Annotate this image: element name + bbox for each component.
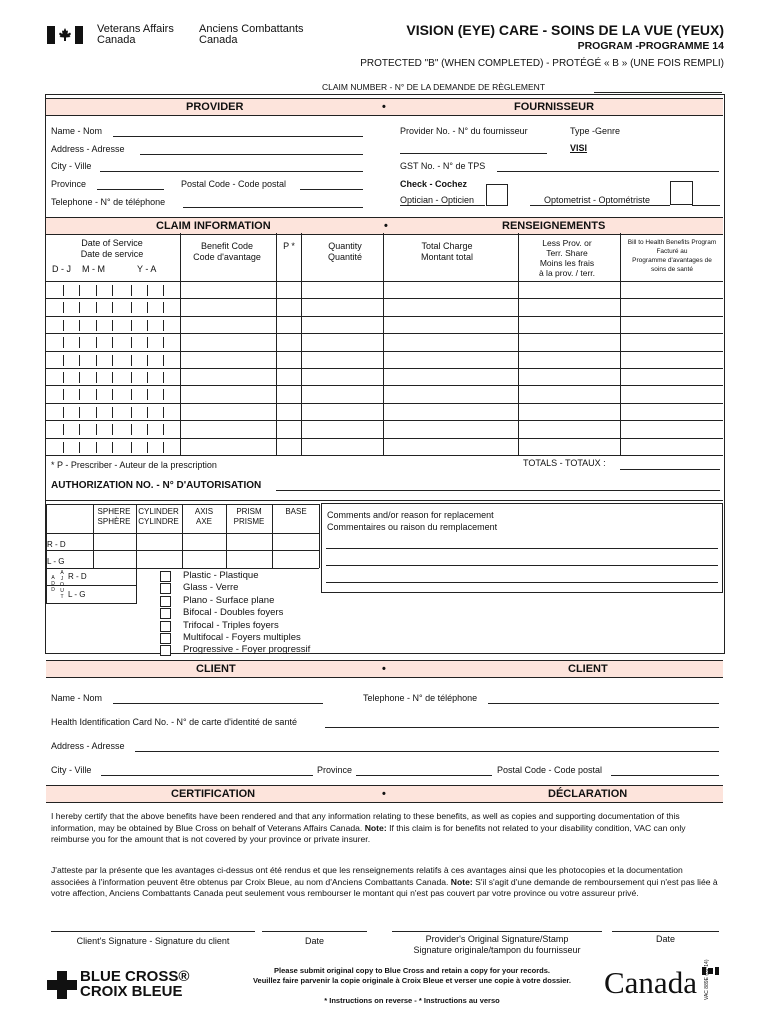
claim-section-header: [46, 217, 723, 235]
authorization-label: AUTHORIZATION NO. - N° D'AUTORISATION: [51, 480, 262, 491]
date-digit-tick: [163, 302, 164, 313]
year-header: Y - A: [137, 264, 157, 274]
provider-city-label: City - Ville: [51, 161, 92, 171]
date-digit-tick: [131, 389, 132, 400]
certification-text-en: [51, 811, 721, 846]
date-digit-tick: [96, 320, 97, 331]
grid-line: [226, 504, 227, 568]
date-digit-tick: [63, 389, 64, 400]
date-digit-tick: [96, 407, 97, 418]
certification-text-fr: [51, 865, 721, 900]
date-digit-tick: [163, 355, 164, 366]
provider-signature-field[interactable]: [392, 931, 602, 932]
client-postal-field[interactable]: [611, 775, 719, 776]
date-digit-tick: [112, 389, 113, 400]
date-digit-tick: [79, 355, 80, 366]
client-date-label: Date: [304, 936, 324, 946]
provider-telephone-field[interactable]: [183, 207, 363, 208]
client-signature-label: Client's Signature - Signature du client: [76, 936, 230, 946]
comments-label: Comments and/or reason for replacement Commentaires ou raison du remplacement: [327, 510, 498, 532]
date-digit-tick: [96, 389, 97, 400]
lens-type-label: Progressive - Foyer progressif: [183, 644, 311, 656]
provider-signature-label: Provider's Original Signature/Stamp Signature originale/tampon du fournisseur: [413, 934, 581, 955]
date-digit-tick: [79, 442, 80, 453]
date-digit-tick: [79, 407, 80, 418]
date-digit-tick: [147, 285, 148, 296]
date-digit-tick: [131, 285, 132, 296]
date-digit-tick: [131, 442, 132, 453]
date-digit-tick: [79, 337, 80, 348]
optician-checkbox[interactable]: [486, 184, 508, 206]
date-digit-tick: [147, 355, 148, 366]
date-digit-tick: [112, 320, 113, 331]
rx-right-label: R - D: [47, 540, 66, 549]
client-postal-label: Postal Code - Code postal: [497, 765, 603, 775]
grid-line: [182, 504, 183, 568]
provider-name-label: Name - Nom: [51, 126, 103, 136]
optometrist-checkbox[interactable]: [670, 181, 693, 205]
date-of-service-header: Date of Service Date de service: [80, 238, 144, 259]
date-digit-tick: [63, 407, 64, 418]
lens-type-label: Plastic - Plastique: [183, 570, 259, 581]
totals-field[interactable]: [620, 469, 720, 470]
lens-type-checkbox[interactable]: [160, 633, 171, 644]
lens-type-checkbox[interactable]: [160, 596, 171, 607]
grid-line: [319, 504, 320, 568]
client-name-field[interactable]: [113, 703, 323, 704]
type-label: Type -Genre: [570, 126, 621, 136]
date-digit-tick: [63, 424, 64, 435]
client-city-field[interactable]: [101, 775, 313, 776]
client-band-fr: CLIENT: [568, 663, 608, 675]
month-header: M - M: [82, 264, 105, 274]
sphere-header: SPHERE SPHÈRE: [97, 507, 131, 526]
date-digit-tick: [131, 337, 132, 348]
provider-address-field[interactable]: [140, 154, 363, 155]
date-digit-tick: [112, 372, 113, 383]
date-digit-tick: [131, 302, 132, 313]
client-name-label: Name - Nom: [51, 693, 103, 703]
blue-cross-wordmark: BLUE CROSS®: [80, 968, 190, 985]
date-digit-tick: [79, 424, 80, 435]
claim-number-label: CLAIM NUMBER - N° DE LA DEMANDE DE RÈGLEMENT: [322, 82, 546, 92]
claim-number-field[interactable]: [594, 92, 722, 93]
canada-flag-logo: [47, 26, 83, 44]
provider-address-label: Address - Adresse: [51, 144, 125, 154]
date-digit-tick: [131, 372, 132, 383]
department-name-fr: Anciens Combattants Canada: [199, 23, 304, 46]
provider-telephone-label: Telephone - N° de téléphone: [51, 197, 166, 207]
bill-to-header: Bill to Health Benefits Program Facturé au Programme d'avantages de soins de santé: [627, 239, 717, 273]
prescriber-header: P *: [283, 241, 295, 251]
add-label: A D D: [51, 575, 55, 593]
client-date-field[interactable]: [262, 931, 367, 932]
date-digit-tick: [79, 302, 80, 313]
claim-band-fr: RENSEIGNEMENTS: [502, 220, 606, 232]
rx-section-divider: [46, 500, 723, 501]
health-card-label: Health Identification Card No. - N° de carte d'identité de santé: [51, 717, 297, 727]
date-digit-tick: [63, 372, 64, 383]
date-digit-tick: [163, 442, 164, 453]
department-name-en: Veterans Affairs Canada: [97, 23, 174, 46]
date-digit-tick: [96, 355, 97, 366]
date-digit-tick: [112, 302, 113, 313]
client-telephone-label: Telephone - N° de téléphone: [363, 693, 478, 703]
client-signature-field[interactable]: [51, 931, 255, 932]
date-digit-tick: [163, 285, 164, 296]
date-digit-tick: [131, 355, 132, 366]
less-prov-header: Less Prov. or Terr. Share Moins les frais à la prov. / terr.: [538, 238, 596, 278]
croix-bleue-wordmark: CROIX BLEUE: [80, 983, 183, 1000]
date-digit-tick: [96, 424, 97, 435]
health-card-field[interactable]: [325, 727, 719, 728]
ajout-label: A J O U T: [60, 570, 64, 600]
provider-band-en: PROVIDER: [186, 101, 244, 113]
form-code: VAC 889E (09-14): [704, 959, 710, 1000]
date-digit-tick: [163, 389, 164, 400]
check-label: Check - Cochez: [400, 179, 468, 189]
total-charge-header: Total Charge Montant total: [420, 241, 474, 262]
date-digit-tick: [147, 337, 148, 348]
submit-instructions: Please submit original copy to Blue Cross and retain a copy for your records. Veuillez faire parvenir la copie originale à Croix Bleue et verser une copie à votre dossier.: [252, 966, 572, 985]
grid-line: [46, 504, 47, 604]
date-digit-tick: [147, 372, 148, 383]
band-bullet: •: [382, 663, 386, 675]
provider-number-label: Provider No. - N° du fournisseur: [400, 126, 528, 136]
date-digit-tick: [147, 389, 148, 400]
grid-line: [46, 403, 723, 404]
grid-line: [46, 603, 136, 604]
date-digit-tick: [112, 442, 113, 453]
provider-city-field[interactable]: [100, 171, 363, 172]
grid-line: [46, 351, 723, 352]
band-bullet: •: [382, 788, 386, 800]
date-digit-tick: [96, 302, 97, 313]
grid-line: [46, 533, 319, 534]
comments-line[interactable]: [326, 548, 718, 549]
grid-line: [46, 438, 723, 439]
date-digit-tick: [147, 407, 148, 418]
date-digit-tick: [96, 285, 97, 296]
client-address-label: Address - Adresse: [51, 741, 125, 751]
canada-wordmark: Canada: [604, 965, 697, 1000]
provider-province-label: Province: [51, 179, 87, 189]
date-digit-tick: [163, 320, 164, 331]
date-digit-tick: [96, 442, 97, 453]
date-digit-tick: [63, 337, 64, 348]
band-bullet: •: [384, 220, 388, 232]
add-left-label: L - G: [68, 590, 86, 599]
add-right-label: R - D: [68, 572, 87, 581]
base-header: BASE: [285, 507, 307, 516]
date-digit-tick: [147, 424, 148, 435]
quantity-header: Quantity Quantité: [327, 241, 363, 262]
optician-label: Optician - Opticien: [400, 195, 475, 205]
band-bullet: •: [382, 101, 386, 113]
comments-line[interactable]: [326, 565, 718, 566]
certification-en-body: I hereby certify that the above benefits have been rendered and that any information relating to these benefits, as well as copies and supporting documentation of this information, may be obtained by Blue Cross on behalf of Veterans Affairs Canada.: [51, 811, 680, 833]
certification-fr-body: J'atteste par la présente que les avantages ci-dessus ont été rendus et que les renseignements relatifs à ces avantages ainsi que les photocopies et la documentation associées à l'information peuvent être obtenus par Croix Bleue, au nom d'Anciens Combattants Canada.: [51, 865, 683, 887]
claim-band-en: CLAIM INFORMATION: [156, 220, 271, 232]
date-digit-tick: [112, 424, 113, 435]
certification-en-note-label: Note:: [364, 822, 387, 833]
date-digit-tick: [131, 424, 132, 435]
client-section-header: [46, 660, 723, 678]
date-digit-tick: [131, 320, 132, 331]
client-province-field[interactable]: [356, 775, 492, 776]
date-digit-tick: [63, 302, 64, 313]
date-digit-tick: [79, 389, 80, 400]
date-digit-tick: [63, 442, 64, 453]
provider-province-field[interactable]: [97, 189, 164, 190]
grid-line: [46, 550, 319, 551]
totals-label: TOTALS - TOTAUX :: [523, 458, 606, 468]
benefit-code-header: Benefit Code Code d'avantage: [193, 241, 261, 262]
optometrist-line-end: [692, 205, 720, 206]
optometrist-line: [530, 205, 670, 206]
form-title: VISION (EYE) CARE - SOINS DE LA VUE (YEUX): [406, 22, 724, 38]
reverse-instructions: * Instructions on reverse - * Instructions au verso: [324, 996, 500, 1005]
grid-line: [272, 504, 273, 568]
date-digit-tick: [63, 320, 64, 331]
date-digit-tick: [96, 372, 97, 383]
prescriber-note: * P - Prescriber - Auteur de la prescription: [51, 460, 217, 470]
lens-type-label: Glass - Verre: [183, 582, 239, 594]
certification-band-en: CERTIFICATION: [171, 788, 256, 800]
blue-cross-logo: [47, 971, 77, 999]
date-digit-tick: [147, 320, 148, 331]
provider-section-header: [46, 98, 723, 116]
protected-label: PROTECTED "B" (WHEN COMPLETED) - PROTÉGÉ « B » (UNE FOIS REMPLI): [360, 58, 724, 69]
lens-type-checkbox[interactable]: [160, 621, 171, 632]
provider-postal-field[interactable]: [300, 189, 363, 190]
certification-section-header: [46, 785, 723, 803]
rx-left-label: L - G: [47, 557, 65, 566]
gst-field[interactable]: [497, 171, 719, 172]
client-province-label: Province: [317, 765, 353, 775]
client-telephone-field[interactable]: [488, 703, 719, 704]
certification-fr-note: S'il s'agit d'une demande de remboursement qui n'est pas liée à votre affection, Anciens Combattants Canada peut seulement vous rembourser le montant qui n'est pas couvert par votre province ou votre assureur privé.: [51, 876, 718, 898]
prism-header: PRISM PRISME: [233, 507, 265, 526]
certification-en-note: If this claim is for benefits not related to your disability condition, VAC can only reimburse you for the amount that is not covered by your province or private insurer.: [51, 822, 686, 844]
client-address-field[interactable]: [135, 751, 719, 752]
date-digit-tick: [163, 424, 164, 435]
grid-line: [46, 368, 723, 369]
authorization-field[interactable]: [276, 490, 720, 491]
lens-type-checkbox[interactable]: [160, 608, 171, 619]
lens-type-label: Bifocal - Doubles foyers: [183, 607, 284, 619]
provider-name-field[interactable]: [113, 136, 363, 137]
lens-type-label: Multifocal - Foyers multiples: [183, 632, 301, 643]
date-digit-tick: [163, 372, 164, 383]
provider-band-fr: FOURNISSEUR: [514, 101, 595, 113]
grid-line: [136, 504, 137, 604]
day-header: D - J: [52, 264, 71, 274]
date-digit-tick: [96, 337, 97, 348]
grid-line: [46, 420, 723, 421]
date-digit-tick: [131, 407, 132, 418]
date-digit-tick: [63, 285, 64, 296]
grid-line: [46, 316, 723, 317]
lens-type-label: Trifocal - Triples foyers: [183, 619, 279, 631]
optician-line: [400, 205, 485, 206]
lens-type-checkbox[interactable]: [160, 583, 171, 594]
date-digit-tick: [163, 407, 164, 418]
grid-line: [46, 568, 319, 569]
certification-band-fr: DÉCLARATION: [548, 788, 628, 800]
provider-number-field[interactable]: [400, 153, 547, 154]
program-label: PROGRAM -PROGRAMME 14: [577, 40, 724, 52]
axis-header: AXIS AXE: [194, 507, 214, 526]
date-digit-tick: [112, 407, 113, 418]
grid-line: [46, 333, 723, 334]
date-digit-tick: [79, 320, 80, 331]
lens-type-checkbox[interactable]: [160, 571, 171, 582]
certification-fr-note-label: Note:: [450, 876, 473, 887]
grid-line: [46, 298, 723, 299]
provider-date-label: Date: [655, 934, 675, 944]
client-band-en: CLIENT: [196, 663, 236, 675]
cylinder-header: CYLINDER CYLINDRE: [138, 507, 179, 526]
comments-line[interactable]: [326, 582, 718, 583]
type-value: VISI: [570, 143, 588, 153]
provider-postal-label: Postal Code - Code postal: [181, 179, 287, 189]
date-digit-tick: [112, 355, 113, 366]
date-digit-tick: [79, 372, 80, 383]
date-digit-tick: [79, 285, 80, 296]
date-digit-tick: [112, 285, 113, 296]
client-city-label: City - Ville: [51, 765, 92, 775]
gst-label: GST No. - N° de TPS: [400, 161, 486, 171]
grid-line: [93, 504, 94, 568]
grid-line: [46, 455, 723, 456]
optometrist-label: Optometrist - Optométriste: [544, 195, 651, 205]
date-digit-tick: [63, 355, 64, 366]
date-digit-tick: [163, 337, 164, 348]
date-digit-tick: [147, 442, 148, 453]
provider-date-field[interactable]: [612, 931, 719, 932]
lens-type-checkbox[interactable]: [160, 645, 171, 656]
date-digit-tick: [112, 337, 113, 348]
date-digit-tick: [147, 302, 148, 313]
grid-line: [46, 385, 723, 386]
lens-type-label: Plano - Surface plane: [183, 594, 275, 606]
